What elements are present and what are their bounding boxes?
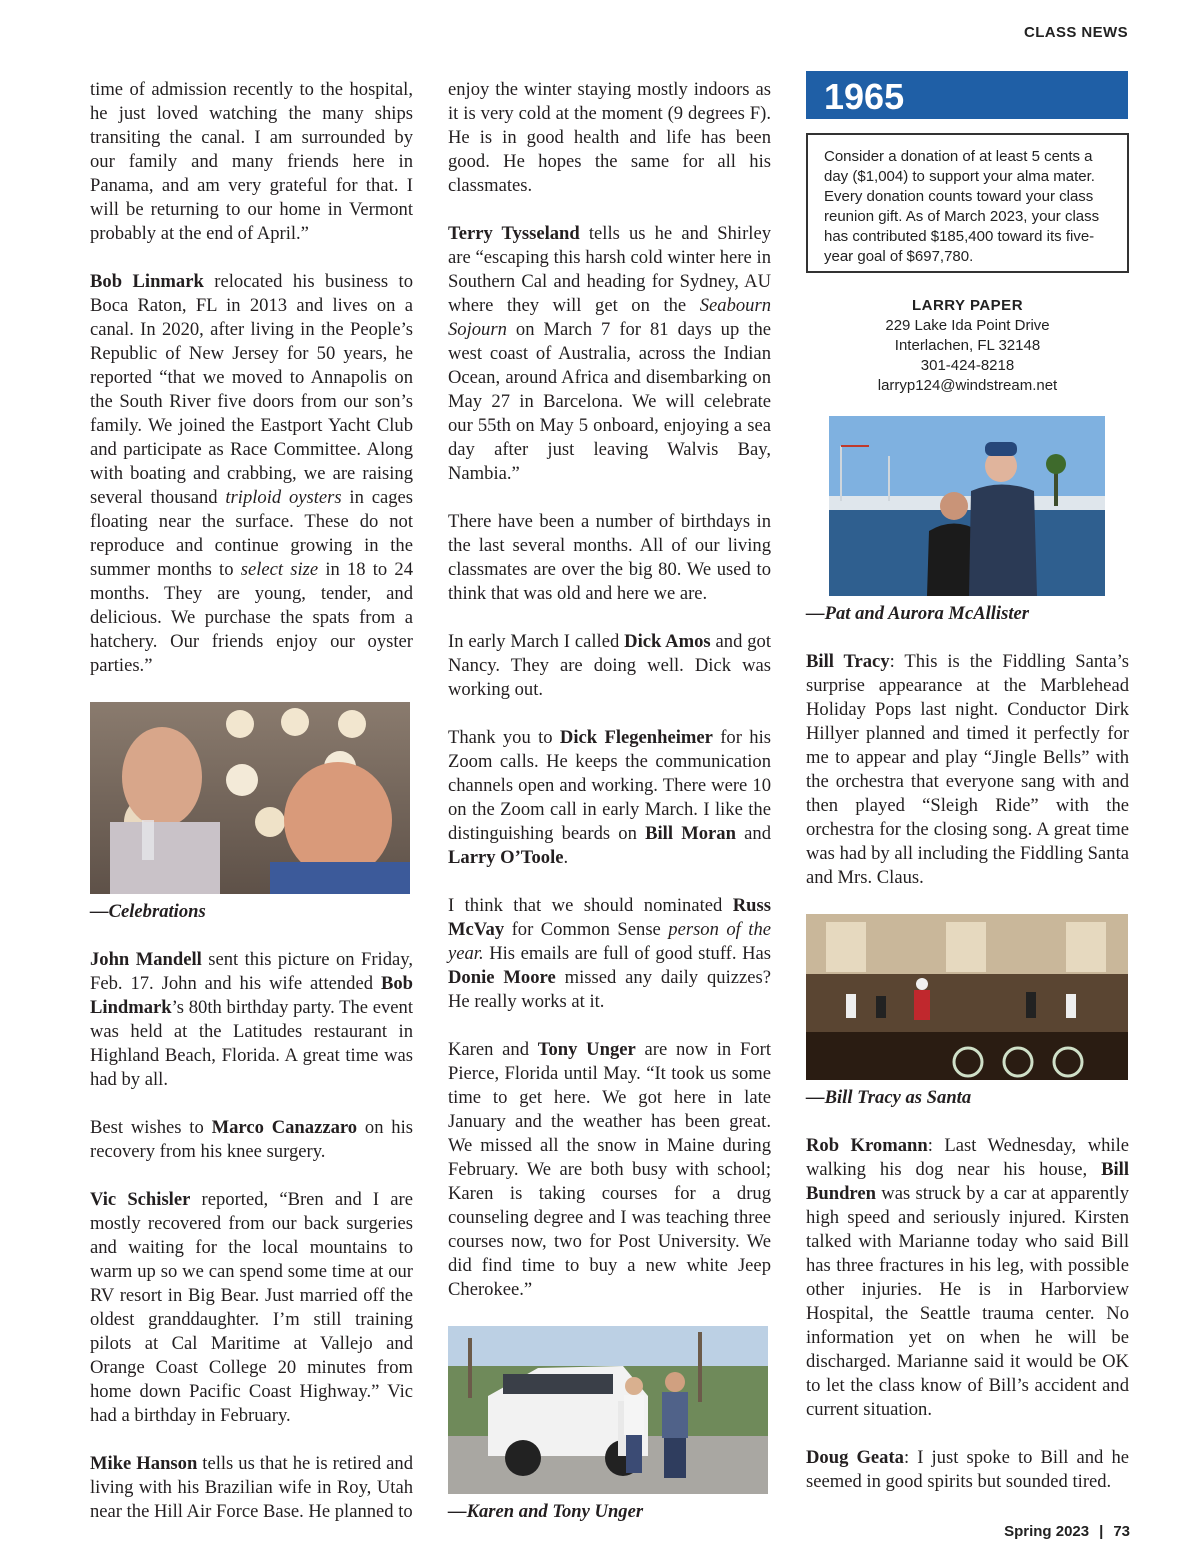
column-1 (90, 78, 413, 1548)
person-name: Tony Unger (537, 1039, 636, 1060)
paragraph: Bill Tracy: This is the Fiddling Santa’s surprise appearance at the Marblehead Holiday Pops last night. Conductor Dirk Hillyer planned and timed it perfectly for me to appear and play “Jingle Bells” with the orchestra that everyone sang with and then played “Sleigh Ride” with the orchestra for the closing song. A great time was had by all including the Fiddling Santa and Mrs. Claus. (806, 651, 1130, 888)
person-name: Bill Bundren (806, 1159, 1129, 1204)
mcallister-photo (829, 416, 1105, 596)
correspondent-email: larryp124@windstream.net (877, 377, 1058, 394)
person-name: Bob Linmark (90, 271, 204, 292)
santa-orchestra-photo (806, 914, 1128, 1080)
correspondent-phone: 301-424-8218 (920, 357, 1015, 374)
person-name: Donie Moore (448, 967, 556, 988)
footer-separator: | (1099, 1523, 1104, 1540)
paragraph: Bob Linmark relocated his business to Boca Raton, FL in 2013 and lives on a canal. In 2020, after living in the People’s Republic of New Jersey for 50 years, he reported “that we moved to Annapolis on the South River five doors from our son’s family. We joined the Eastport Yacht Club and participate as Race Committee. Along with boating and crabbing, we are raising several thousand triploid oysters in cages floating near the surface. These do not reproduce and continue growing in the summer months to select size in 18 to 24 months. They are young, tender, and delicious. We purchase the spats from a hatchery. Our friends enjoy our oyster parties.” (90, 271, 414, 676)
person-name: Doug Geata (806, 1447, 904, 1468)
person-name: Vic Schisler (90, 1189, 191, 1210)
paragraph: Rob Kromann: Last Wednesday, while walking his dog near his house, Bill Bundren was struck by a car at apparently high speed and seriously injured. Kirsten talked with Marianne today who said Bill has three fractures in his leg, with possible other injuries. He is in Harborview Hospital, the Seattle trauma center. No information yet on when he will be discharged. Marianne said it would be OK to let the class know of Bill’s accident and current situation. (806, 1135, 1130, 1420)
paragraph: time of admission recently to the hospital, he just loved watching the many ships transiting the canal. I am surrounded by our family and many friends here in Panama, and am very grateful for that. I will be returning to our home in Vermont probably at the end of April.” (90, 79, 413, 244)
donation-notice-box: Consider a donation of at least 5 cents a day ($1,004) to support your alma mater. Every donation counts toward your class reunion gift. As of March 2023, your class has contributed $185,400 toward its five-year goal of $697,780. (806, 133, 1129, 273)
person-name: John Mandell (90, 949, 202, 970)
paragraph: There have been a number of birthdays in the last several months. All of our living classmates are over the big 80. We used to think that was old and here we are. (448, 511, 771, 604)
photo-caption: —Celebrations (90, 901, 206, 922)
column-2 (448, 78, 771, 1548)
paragraph: Mike Hanson tells us that he is retired and living with his Brazilian wife in Roy, Utah near the Hill Air Force Base. He planned to (90, 1453, 414, 1522)
section-label: CLASS NEWS (1023, 24, 1128, 41)
person-name: Rob Kromann (806, 1135, 928, 1156)
page-footer (1004, 1523, 1130, 1540)
person-name: Bob Lindmark (90, 973, 413, 1018)
person-name: Dick Flegenheimer (559, 727, 713, 748)
issue-label: Spring 2023 (1004, 1523, 1090, 1540)
celebrations-photo-image (90, 702, 410, 894)
mcallister-photo-image (829, 416, 1105, 596)
person-name: Mike Hanson (90, 1453, 198, 1474)
person-name: Russ McVay (448, 895, 771, 940)
santa-orchestra-photo-image (806, 914, 1128, 1080)
column-3 (806, 416, 1129, 1518)
correspondent-address-line2: Interlachen, FL 32148 (894, 337, 1041, 354)
unger-jeep-photo-image (448, 1326, 768, 1494)
photo-caption: —Bill Tracy as Santa (806, 1087, 972, 1108)
paragraph: Terry Tysseland tells us he and Shirley are “escaping this harsh cold winter here in Southern Cal and heading for Sydney, AU where they will get on the Seabourn Sojourn on March 7 for 81 days up the west coast of Australia, across the Indian Ocean, around Africa and disembarking on May 27 in Barcelona. We will celebrate our 55th on May 5 onboard, enjoying a sea day after just leaving Walvis Bay, Nambia.” (448, 223, 771, 484)
person-name: Terry Tysseland (448, 223, 580, 244)
paragraph: Vic Schisler reported, “Bren and I are mostly recovered from our back surgeries and waiting for the local mountains to warm up so we can spend some time at our RV resort in Big Bear. Just married off the oldest granddaughter. I’m still training pilots at Cal Maritime at Vallejo and Orange Coast College 20 minutes from home down Pacific Coast Highway.” Vic had a birthday in February. (90, 1189, 413, 1426)
page-number: 73 (1113, 1523, 1130, 1540)
class-correspondent-contact (806, 296, 1129, 396)
person-name: Bill Tracy (806, 651, 890, 672)
correspondent-name: LARRY PAPER (911, 297, 1024, 314)
person-name: Larry O’Toole (448, 847, 564, 868)
person-name: Bill Moran (645, 823, 736, 844)
photo-caption: —Pat and Aurora McAllister (806, 603, 1029, 624)
correspondent-address-line1: 229 Lake Ida Point Drive (885, 317, 1050, 334)
paragraph: I think that we should nominated Russ McVay for Common Sense person of the year. His emails are full of good stuff. Has Donie Moore missed any daily quizzes? He really works at it. (448, 895, 772, 1012)
unger-jeep-photo (448, 1326, 768, 1494)
person-name: Marco Canazzaro (211, 1117, 358, 1138)
photo-caption: —Karen and Tony Unger (448, 1501, 644, 1522)
person-name: Dick Amos (624, 631, 711, 652)
paragraph: Best wishes to Marco Canazzaro on his recovery from his knee surgery. (90, 1117, 414, 1162)
class-year-heading: 1965 (806, 71, 1128, 119)
celebrations-photo (90, 702, 410, 894)
paragraph: Karen and Tony Unger are now in Fort Pierce, Florida until May. “It took us some time to get here. We got here in late January and the weather has been great. We missed all the snow in Maine during February. We are both busy with school; Karen is taking courses for a drug counseling degree and I was teaching three courses now, two for Post University. We did find time to buy a new white Jeep Cherokee.” (448, 1039, 771, 1300)
paragraph: enjoy the winter staying mostly indoors as it is very cold at the moment (9 degrees F). He is in good health and life has been good. He hopes the same for all his classmates. (448, 79, 771, 196)
paragraph: In early March I called Dick Amos and got Nancy. They are doing well. Dick was working out. (448, 631, 772, 700)
paragraph: Doug Geata: I just spoke to Bill and he seemed in good spirits but sounded tired. (806, 1447, 1129, 1492)
paragraph: Thank you to Dick Flegenheimer for his Zoom calls. He keeps the communication channels open and working. There were 10 on the Zoom call in early March. I like the distinguishing beards on Bill Moran and Larry O’Toole. (448, 727, 771, 868)
paragraph: John Mandell sent this picture on Friday, Feb. 17. John and his wife attended Bob Lindmark’s 80th birthday party. The event was held at the Latitudes restaurant in Highland Beach, Florida. A great time was had by all. (90, 949, 413, 1090)
